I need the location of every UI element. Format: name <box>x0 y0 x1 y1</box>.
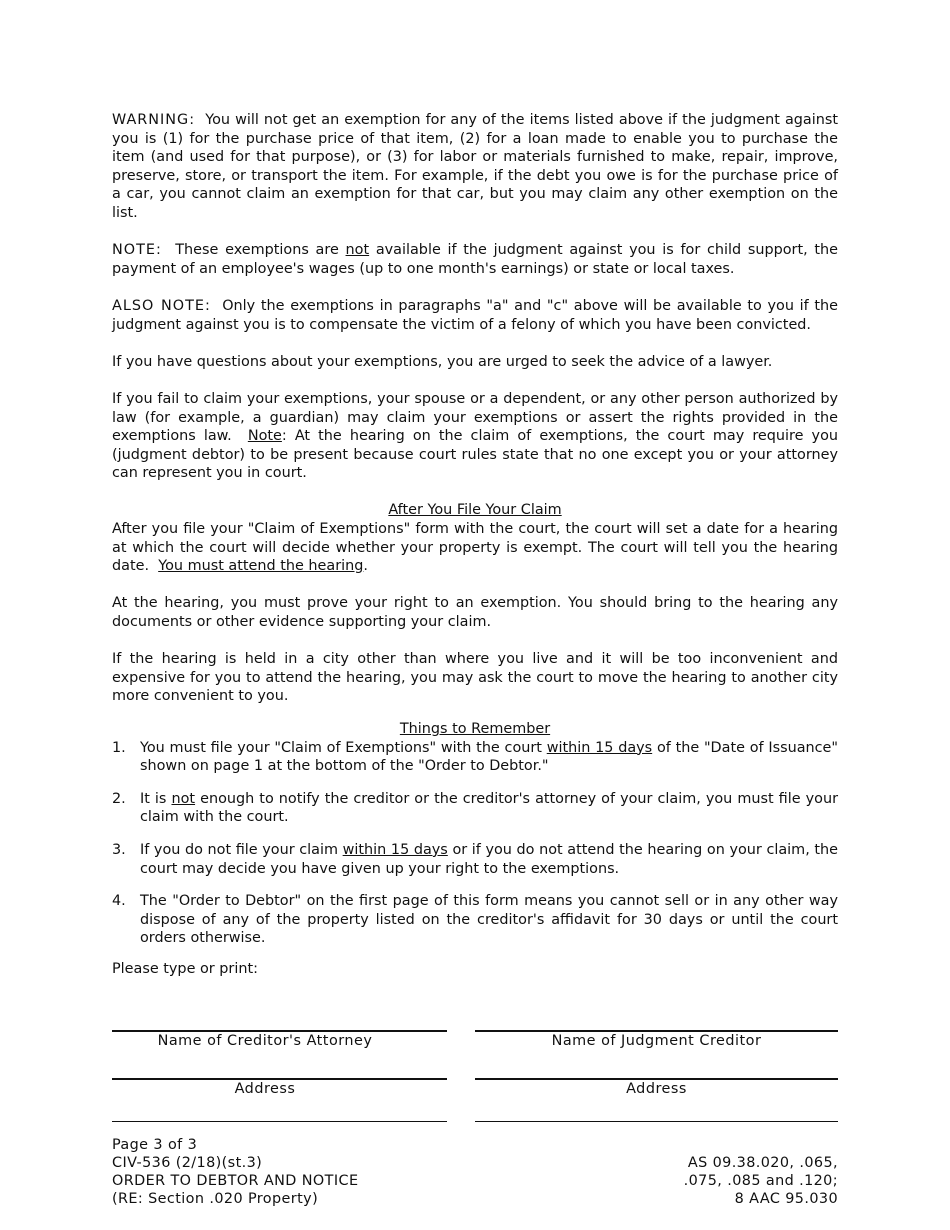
list-item-pre: If you do not file your claim <box>140 841 339 858</box>
list-item-number: 1. <box>112 739 126 756</box>
warning-label: WARNING: <box>112 112 196 128</box>
after-p1-post: . <box>363 558 368 575</box>
note-label: NOTE: <box>112 242 162 259</box>
list-item <box>112 892 838 948</box>
statute-line-2: .075, .085 and .120; <box>683 1173 838 1189</box>
also-note-text: Only the exemptions in paragraphs "a" and "c" above will be available to you if the judgment against you is to compensate the victim of a felony of which you have been convicted. <box>112 297 838 333</box>
footer-right <box>684 1154 838 1208</box>
list-item-post: or if you do not attend the hearing on your claim, the court may decide you have given up your right to the exemptions. <box>140 841 839 877</box>
warning-paragraph <box>112 111 838 223</box>
list-item <box>112 841 838 878</box>
warning-text: You will not get an exemption for any of the items listed above if the judgment against you is (1) for the purchase price of that item, (2) for a loan made to enable you to purchase the item (and used for that purpose), or (3) for labor or materials furnished to make, repair, improve, preserve, store, or transport the item. For example, if the debt you owe is for the purchase price of a car, you cannot claim an exemption for that car, but you may claim any other exemption on the list. <box>112 112 838 221</box>
list-item-underlined: within 15 days <box>546 739 653 756</box>
note-paragraph <box>112 241 838 278</box>
note-text-pre: These exemptions are <box>175 242 339 259</box>
list-item-underlined: within 15 days <box>342 841 448 858</box>
form-subtitle: (RE: Section .020 Property) <box>112 1191 319 1207</box>
list-item-pre: You must file your "Claim of Exemptions" with the court <box>140 739 542 756</box>
note-text-post: available if the judgment against you is for child support, the payment of an employee's wages (up to one month's earnings) or state or local taxes. <box>112 242 839 277</box>
after-paragraph-3: If the hearing is held in a city other than where you live and it will be too inconvenient and expensive for you to attend the hearing, you may ask the court to move the hearing to another city more convenient to you. <box>112 651 838 705</box>
document-body <box>112 111 838 979</box>
signature-block <box>112 1030 838 1125</box>
remember-heading-text: Things to Remember <box>399 721 551 737</box>
creditor-attorney-name-caption: Name of Creditor's Attorney <box>157 1033 373 1049</box>
list-item-number: 3. <box>112 841 126 858</box>
fail-claim-note: Note <box>247 428 282 445</box>
statute-line-3: 8 AAC 95.030 <box>734 1191 838 1207</box>
fail-claim-post: : At the hearing on the claim of exemptions, the court may require you (judgment debtor) to be present because court rules state that no one except you or your attorney can represent you in court. <box>112 428 838 482</box>
judgment-creditor-name-caption: Name of Judgment Creditor <box>551 1033 762 1049</box>
after-paragraph-2: At the hearing, you must prove your right to an exemption. You should bring to the hearing any documents or other evidence supporting your claim. <box>112 595 838 631</box>
list-item-number: 4. <box>112 893 126 910</box>
also-note-paragraph <box>112 297 838 334</box>
remember-heading <box>112 720 838 739</box>
after-p1-pre: After you file your "Claim of Exemptions" form with the court, the court will set a date for a hearing at which the court will decide whether your property is exempt. The court will tell you the hearing date. <box>112 521 838 575</box>
judgment-creditor-address-line-2[interactable] <box>475 1121 838 1122</box>
statute-line-1: AS 09.38.020, .065, <box>687 1155 838 1171</box>
list-item-underlined: not <box>171 790 196 807</box>
list-item-pre: It is <box>140 790 167 807</box>
list-item-number: 2. <box>112 790 126 807</box>
fail-claim-paragraph <box>112 390 838 483</box>
questions-paragraph: If you have questions about your exemptions, you are urged to seek the advice of a lawyer. <box>112 353 773 370</box>
after-heading <box>112 501 838 520</box>
list-item-post: of the "Date of Issuance" shown on page 1 at the bottom of the "Order to Debtor." <box>140 739 839 775</box>
list-item <box>112 790 838 827</box>
creditor-attorney-address-line-2[interactable] <box>112 1121 447 1122</box>
please-print-label: Please type or print: <box>112 960 258 977</box>
creditor-attorney-address-caption: Address <box>234 1081 296 1097</box>
note-underlined: not <box>345 242 370 259</box>
list-item-text: The "Order to Debtor" on the first page of this form means you cannot sell or in any other way dispose of any of the property listed on the creditor's affidavit for 30 days or until the court orders otherwise. <box>140 893 838 947</box>
form-number: CIV-536 (2/18)(st.3) <box>112 1155 263 1171</box>
page-number: Page 3 of 3 <box>112 1137 198 1153</box>
remember-list <box>112 739 838 948</box>
also-note-label: ALSO NOTE: <box>112 297 211 314</box>
list-item-post: enough to notify the creditor or the creditor's attorney of your claim, you must file your claim with the court. <box>140 790 838 826</box>
footer-left <box>112 1136 358 1208</box>
after-p1-underlined: You must attend the hearing <box>158 558 364 575</box>
fail-claim-pre: If you fail to claim your exemptions, your spouse or a dependent, or any other person authorized by law (for example, a guardian) may claim your exemptions or assert the rights provided in the exemptions law. <box>112 390 838 445</box>
form-title: ORDER TO DEBTOR AND NOTICE <box>112 1173 359 1189</box>
judgment-creditor-address-caption: Address <box>626 1081 687 1097</box>
after-paragraph-1 <box>112 520 838 576</box>
after-heading-text: After You File Your Claim <box>388 502 562 519</box>
list-item <box>112 739 838 776</box>
